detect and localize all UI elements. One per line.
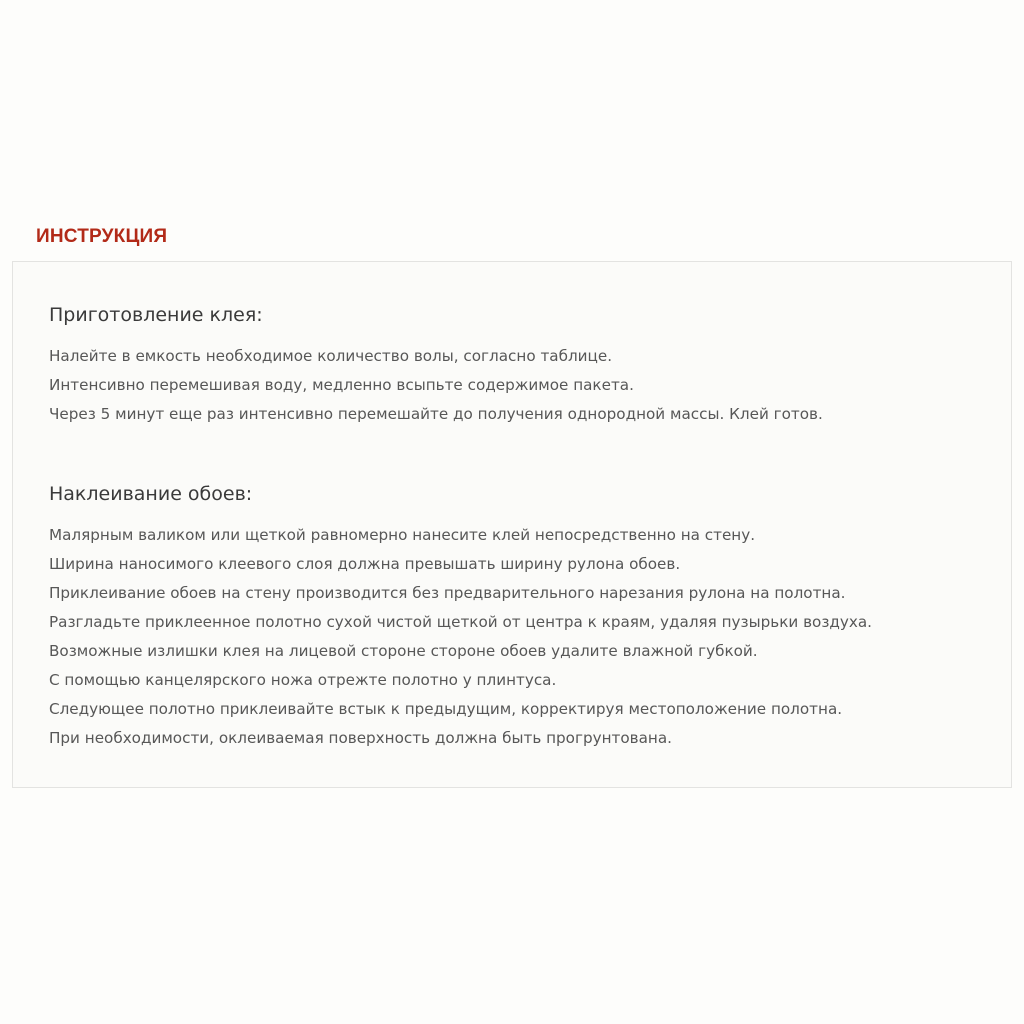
instruction-line: Разгладьте приклеенное полотно сухой чистой щеткой от центра к краям, удаляя пузырьки воздуха. bbox=[49, 613, 873, 631]
instruction-line: Интенсивно перемешивая воду, медленно всыпьте содержимое пакета. bbox=[49, 376, 634, 394]
instruction-line: Следующее полотно приклеивайте встык к предыдущим, корректируя местоположение полотна. bbox=[49, 700, 843, 718]
instructions-panel bbox=[12, 261, 1012, 788]
section-title: Наклеивание обоев: bbox=[49, 483, 253, 505]
instruction-list bbox=[49, 342, 823, 429]
glue-preparation-section bbox=[49, 303, 823, 429]
instruction-line: Малярным валиком или щеткой равномерно нанесите клей непосредственно на стену. bbox=[49, 526, 756, 544]
instruction-line: Через 5 минут еще раз интенсивно перемешайте до получения однородной массы. Клей готов. bbox=[49, 405, 823, 423]
wallpaper-hanging-section bbox=[49, 482, 872, 753]
instruction-list bbox=[49, 521, 872, 753]
instruction-line: Налейте в емкость необходимое количество волы, согласно таблице. bbox=[49, 347, 613, 365]
instruction-line: Ширина наносимого клеевого слоя должна превышать ширину рулона обоев. bbox=[49, 555, 681, 573]
instruction-line: Возможные излишки клея на лицевой стороне стороне обоев удалите влажной губкой. bbox=[49, 642, 758, 660]
instruction-line: При необходимости, оклеиваемая поверхность должна быть прогрунтована. bbox=[49, 729, 672, 747]
page-title: ИНСТРУКЦИЯ bbox=[36, 226, 168, 247]
section-title: Приготовление клея: bbox=[49, 304, 263, 326]
instruction-line: Приклеивание обоев на стену производится без предварительного нарезания рулона на полотна. bbox=[49, 584, 846, 602]
instruction-line: С помощью канцелярского ножа отрежте полотно у плинтуса. bbox=[49, 671, 557, 689]
